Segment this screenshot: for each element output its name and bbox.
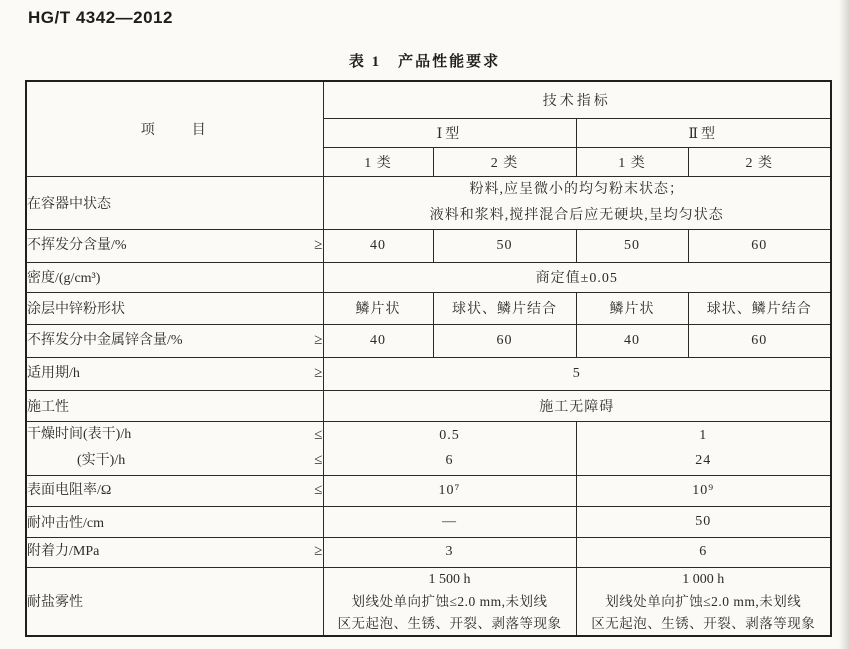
lte-symbol: ≤ (314, 481, 323, 498)
gte-symbol: ≥ (314, 236, 323, 253)
row-drying-time (26, 421, 831, 475)
row-container-state (26, 176, 831, 229)
zinc-content-label-text: 不挥发分中金属锌含量/% (27, 332, 183, 348)
zinc-shape-t1c2: 球状、鳞片结合 (433, 292, 576, 324)
header-type-1: Ⅰ型 (323, 118, 576, 147)
drying-time-label-line1: 干燥时间(表干)/h (27, 427, 132, 443)
label-pot-life (26, 357, 323, 390)
header-tech-indicators: 技术指标 (323, 81, 831, 118)
value-density: 商定值±0.05 (323, 262, 831, 292)
label-salt-spray: 耐盐雾性 (26, 567, 323, 636)
header-type-2: Ⅱ型 (576, 118, 831, 147)
salt-spray-t1-hours: 1 500 h (428, 571, 471, 587)
zinc-content-t2c2: 60 (688, 324, 831, 357)
header-type1-class1: 1 类 (323, 147, 433, 176)
value-workability: 施工无障碍 (323, 390, 831, 421)
salt-spray-type2 (576, 567, 831, 636)
value-container-state (323, 176, 831, 229)
nonvolatile-t1c1: 40 (323, 229, 433, 262)
pot-life-label-text: 适用期/h (27, 365, 80, 381)
gte-symbol: ≥ (314, 543, 323, 560)
label-density: 密度/(g/cm³) (26, 262, 323, 292)
nonvolatile-t2c2: 60 (688, 229, 831, 262)
label-zinc-content (26, 324, 323, 357)
drying-time-t1-hard: 6 (445, 453, 454, 468)
adhesion-label-text: 附着力/MPa (27, 544, 100, 560)
value-pot-life: 5 (323, 357, 831, 390)
adhesion-t1: 3 (323, 537, 576, 567)
row-impact-resistance (26, 506, 831, 537)
row-zinc-shape (26, 292, 831, 324)
row-zinc-content (26, 324, 831, 357)
row-nonvolatile-content (26, 229, 831, 262)
drying-time-t2-surface: 1 (699, 427, 708, 443)
performance-table (25, 80, 832, 637)
nonvolatile-t1c2: 50 (433, 229, 576, 262)
salt-spray-t2-hours: 1 000 h (682, 571, 725, 587)
salt-spray-t2-criteria-line1: 划线处单向扩蚀≤2.0 mm,未划线 (605, 593, 802, 609)
lte-symbol: ≤ (314, 426, 323, 443)
header-item: 项 目 (26, 81, 323, 176)
surface-resistivity-t1: 10⁷ (323, 475, 576, 506)
label-impact-resistance: 耐冲击性/cm (26, 506, 323, 537)
lte-symbol: ≤ (314, 452, 323, 468)
salt-spray-type1 (323, 567, 576, 636)
surface-resistivity-t2: 10⁹ (576, 475, 831, 506)
header-type2-class2: 2 类 (688, 147, 831, 176)
drying-time-type2 (576, 421, 831, 475)
gte-symbol: ≥ (314, 331, 323, 348)
zinc-content-t1c1: 40 (323, 324, 433, 357)
nonvolatile-label-text: 不挥发分含量/% (27, 237, 127, 253)
standard-number: HG/T 4342—2012 (28, 8, 173, 27)
row-workability (26, 390, 831, 421)
gte-symbol: ≥ (314, 364, 323, 381)
container-state-line2: 液料和浆料,搅拌混合后应无硬块,呈均匀状态 (429, 207, 724, 223)
surface-resistivity-label-text: 表面电阻率/Ω (27, 482, 112, 498)
row-pot-life (26, 357, 831, 390)
row-surface-resistivity (26, 475, 831, 506)
drying-time-label-line2: (实干)/h (77, 452, 126, 468)
drying-time-t1-surface: 0.5 (439, 427, 460, 443)
label-drying-time (26, 421, 323, 475)
drying-time-t2-hard: 24 (695, 453, 712, 468)
impact-resistance-t1: — (323, 506, 576, 537)
salt-spray-t1-criteria-line2: 区无起泡、生锈、开裂、剥落等现象 (337, 615, 562, 631)
scan-edge-shadow (839, 0, 849, 649)
salt-spray-t2-criteria-line2: 区无起泡、生锈、开裂、剥落等现象 (591, 615, 816, 631)
zinc-shape-t2c2: 球状、鳞片结合 (688, 292, 831, 324)
row-density (26, 262, 831, 292)
nonvolatile-t2c1: 50 (576, 229, 688, 262)
drying-time-type1 (323, 421, 576, 475)
label-adhesion (26, 537, 323, 567)
zinc-content-t1c2: 60 (433, 324, 576, 357)
table-caption: 表 1 产品性能要求 (348, 54, 501, 70)
label-zinc-shape: 涂层中锌粉形状 (26, 292, 323, 324)
impact-resistance-t2: 50 (576, 506, 831, 537)
salt-spray-t1-criteria-line1: 划线处单向扩蚀≤2.0 mm,未划线 (351, 593, 548, 609)
label-surface-resistivity (26, 475, 323, 506)
header-row-tech (26, 81, 831, 118)
zinc-content-t2c1: 40 (576, 324, 688, 357)
adhesion-t2: 6 (576, 537, 831, 567)
zinc-shape-t1c1: 鳞片状 (323, 292, 433, 324)
container-state-line1: 粉料,应呈微小的均匀粉末状态； (469, 182, 684, 198)
header-type1-class2: 2 类 (433, 147, 576, 176)
zinc-shape-t2c1: 鳞片状 (576, 292, 688, 324)
label-workability: 施工性 (26, 390, 323, 421)
row-adhesion (26, 537, 831, 567)
header-type2-class1: 1 类 (576, 147, 688, 176)
label-container-state: 在容器中状态 (26, 176, 323, 229)
label-nonvolatile-content (26, 229, 323, 262)
row-salt-spray (26, 567, 831, 636)
